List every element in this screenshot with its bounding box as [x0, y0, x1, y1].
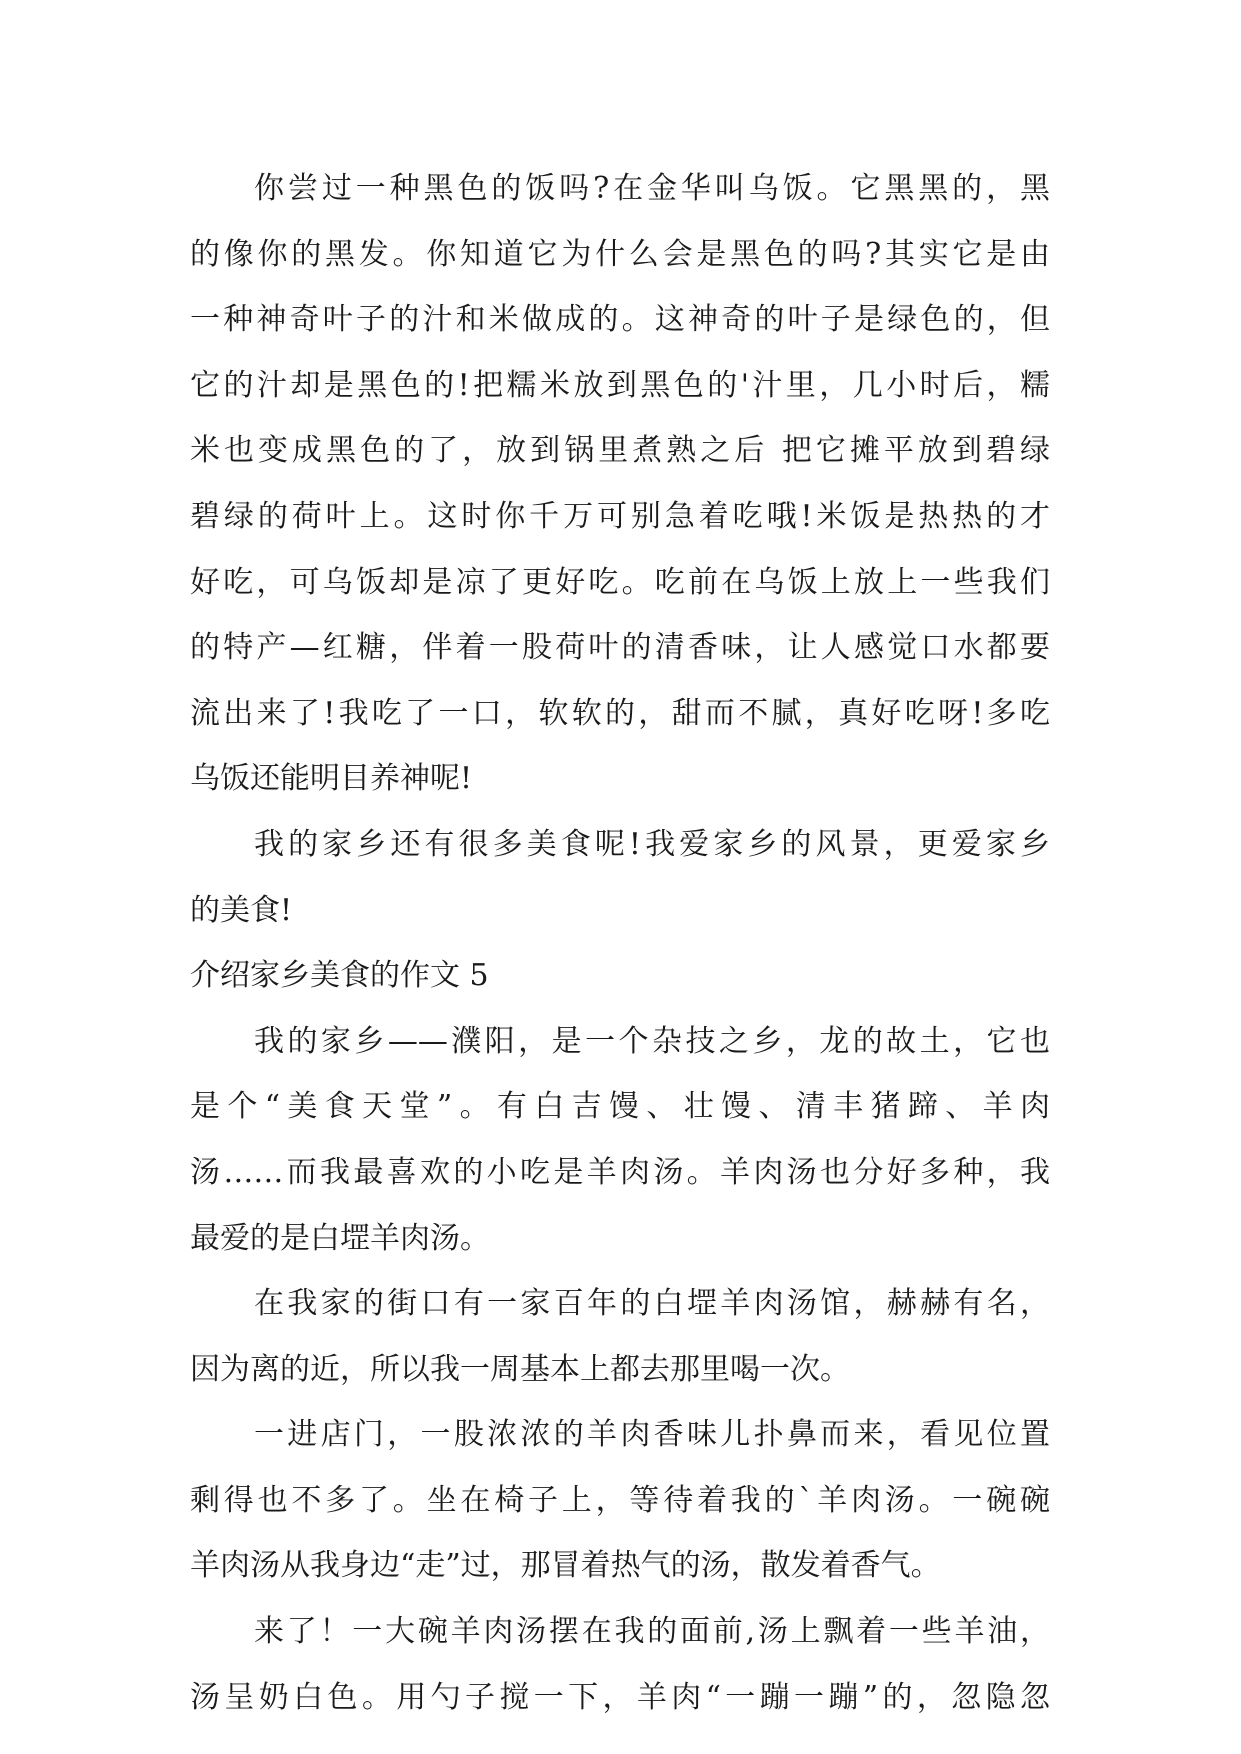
- paragraph-line: 我的家乡还有很多美食呢!我爱家乡的风景，更爱家乡: [254, 826, 1050, 862]
- paragraph-line: 是个“美食天堂”。有白吉馒、壮馒、清丰猪蹄、羊肉: [190, 1089, 1050, 1125]
- paragraph-line: 乌饭还能明目养神呢!: [190, 761, 473, 797]
- paragraph-line: 在我家的街口有一家百年的白堽羊肉汤馆，赫赫有名，: [254, 1286, 1050, 1322]
- paragraph-line: 好吃，可乌饭却是凉了更好吃。吃前在乌饭上放上一些我们: [190, 564, 1050, 600]
- paragraph-line: 因为离的近，所以我一周基本上都去那里喝一次。: [190, 1351, 850, 1387]
- paragraph-line: 汤呈奶白色。用勺子搅一下，羊肉“一蹦一蹦”的，忽隐忽: [190, 1679, 1050, 1715]
- paragraph-line: 你尝过一种黑色的饭吗?在金华叫乌饭。它黑黑的，黑: [254, 171, 1050, 206]
- section-heading: 介绍家乡美食的作文 5: [190, 958, 489, 994]
- paragraph-line: 它的汁却是黑色的!把糯米放到黑色的'汁里，几小时后，糯: [190, 367, 1050, 403]
- paragraph-line: 一种神奇叶子的汁和米做成的。这神奇的叶子是绿色的，但: [190, 302, 1050, 338]
- paragraph-line: 的美食!: [190, 892, 293, 928]
- paragraph-line: 流出来了!我吃了一口，软软的，甜而不腻，真好吃呀!多吃: [190, 695, 1050, 731]
- paragraph-line: 剩得也不多了。坐在椅子上，等待着我的`羊肉汤。一碗碗: [190, 1482, 1050, 1518]
- paragraph-line: 米也变成黑色的了，放到锅里煮熟之后 把它摊平放到碧绿: [190, 433, 1050, 469]
- paragraph-line: 的像你的黑发。你知道它为什么会是黑色的吗?其实它是由: [190, 236, 1050, 272]
- paragraph-line: 碧绿的荷叶上。这时你千万可别急着吃哦!米饭是热热的才: [190, 498, 1050, 534]
- paragraph-line: 来了！一大碗羊肉汤摆在我的面前,汤上飘着一些羊油，: [254, 1614, 1050, 1650]
- paragraph-line: 一进店门，一股浓浓的羊肉香味儿扑鼻而来，看见位置: [254, 1417, 1050, 1453]
- paragraph-line: 我的家乡——濮阳，是一个杂技之乡，龙的故土，它也: [254, 1023, 1050, 1059]
- paragraph-line: 的特产—红糖，伴着一股荷叶的清香味，让人感觉口水都要: [190, 630, 1050, 666]
- paragraph-line: 羊肉汤从我身边“走”过，那冒着热气的汤，散发着香气。: [190, 1548, 941, 1584]
- document-body: [190, 156, 1050, 1730]
- paragraph-line: 最爱的是白堽羊肉汤。: [190, 1220, 490, 1256]
- paragraph-line: 汤……而我最喜欢的小吃是羊肉汤。羊肉汤也分好多种，我: [190, 1154, 1050, 1190]
